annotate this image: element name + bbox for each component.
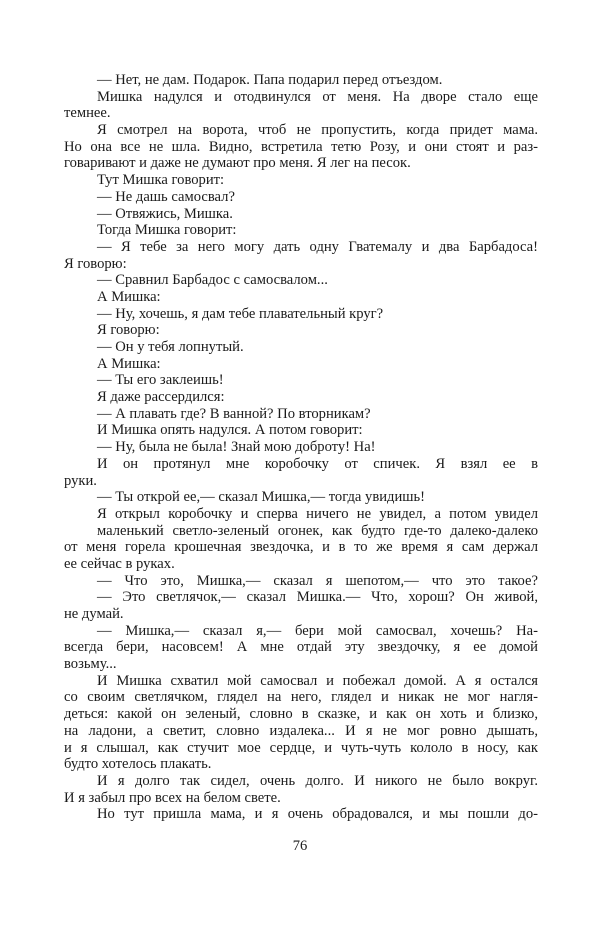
text-line: всегда бери, насовсем! А мне отдай эту звездочку, я ее домой xyxy=(64,639,538,656)
text-line: И Мишка схватил мой самосвал и побежал домой. А я остался xyxy=(97,672,538,689)
text-line: темнее. xyxy=(64,105,111,122)
text-line: со своим светлячком, глядел на него, глядел и никак не мог нагля- xyxy=(64,689,538,706)
text-line: Я говорю: xyxy=(97,322,160,339)
text-line: на ладони, а светит, словно издалека... И я не мог ровно дышать, xyxy=(64,722,538,739)
text-line: — Ты открой ее,— сказал Мишка,— тогда увидишь! xyxy=(97,489,426,506)
text-line: И я долго так сидел, очень долго. И никого не было вокруг. xyxy=(97,772,538,789)
text-line: — Ну, хочешь, я дам тебе плавательный круг? xyxy=(97,305,384,322)
text-line: — Ты его заклеишь! xyxy=(97,372,224,389)
text-line: — Ну, была не была! Знай мою доброту! На! xyxy=(97,439,376,456)
text-line: И он протянул мне коробочку от спичек. Я взял ее в xyxy=(97,455,538,472)
text-line: — Мишка,— сказал я,— бери мой самосвал, хочешь? На- xyxy=(97,622,538,639)
text-line: — Я тебе за него могу дать одну Гватемалу и два Барбадоса! xyxy=(97,238,538,255)
text-line: — Что это, Мишка,— сказал я шепотом,— что это такое? xyxy=(97,572,538,589)
text-line: Я смотрел на ворота, чтоб не пропустить, когда придет мама. xyxy=(97,122,538,139)
text-line: Тут Мишка говорит: xyxy=(97,172,225,189)
text-line: Я даже рассердился: xyxy=(97,389,225,406)
text-line: А Мишка: xyxy=(97,288,161,305)
text-line: деться: какой он зеленый, словно в сказке, и как он хоть и близко, xyxy=(64,706,538,723)
text-line: маленький светло-зеленый огонек, как будто где-то далеко-далеко xyxy=(97,522,538,539)
text-line: не думай. xyxy=(64,606,124,622)
text-line: Я открыл коробочку и сперва ничего не увидел, а потом увидел xyxy=(97,505,538,522)
text-line: — Он у тебя лопнутый. xyxy=(97,339,244,355)
text-line: А Мишка: xyxy=(97,355,161,372)
text-line: — Отвяжись, Мишка. xyxy=(97,205,233,222)
text-line: руки. xyxy=(64,472,97,489)
text-line: — А плавать где? В ванной? По вторникам? xyxy=(97,405,371,422)
text-line: и я слышал, как стучит мое сердце, и чуть-чуть кололо в носу, как xyxy=(64,739,538,756)
text-line: И я забыл про всех на белом свете. xyxy=(64,789,281,806)
body-text xyxy=(64,72,538,823)
text-line: Но она все не шла. Видно, встретила тетю Розу, и они стоят и раз- xyxy=(64,138,538,155)
text-line: — Сравнил Барбадос с самосвалом... xyxy=(97,272,328,289)
text-line: — Не дашь самосвал? xyxy=(97,188,235,205)
text-line: от меня горела крошечная звездочка, и в то же время я сам держал xyxy=(64,539,538,556)
page-number: 76 xyxy=(292,838,308,854)
text-line: будто хотелось плакать. xyxy=(64,756,212,773)
text-line: Я говорю: xyxy=(64,255,127,272)
text-line: Мишка надулся и отодвинулся от меня. На дворе стало еще xyxy=(97,88,538,105)
text-line: Тогда Мишка говорит: xyxy=(97,222,237,239)
text-line: — Это светлячок,— сказал Мишка.— Что, хорош? Он живой, xyxy=(97,589,538,606)
text-line: возьму... xyxy=(64,656,117,673)
text-line: И Мишка опять надулся. А потом говорит: xyxy=(97,422,363,439)
text-line: Но тут пришла мама, и я очень обрадовался, и мы пошли до- xyxy=(97,806,538,823)
text-line: — Нет, не дам. Подарок. Папа подарил перед отъездом. xyxy=(97,72,443,88)
text-line: ее сейчас в руках. xyxy=(64,555,175,572)
text-line: говаривают и даже не думают про меня. Я лег на песок. xyxy=(64,155,411,172)
